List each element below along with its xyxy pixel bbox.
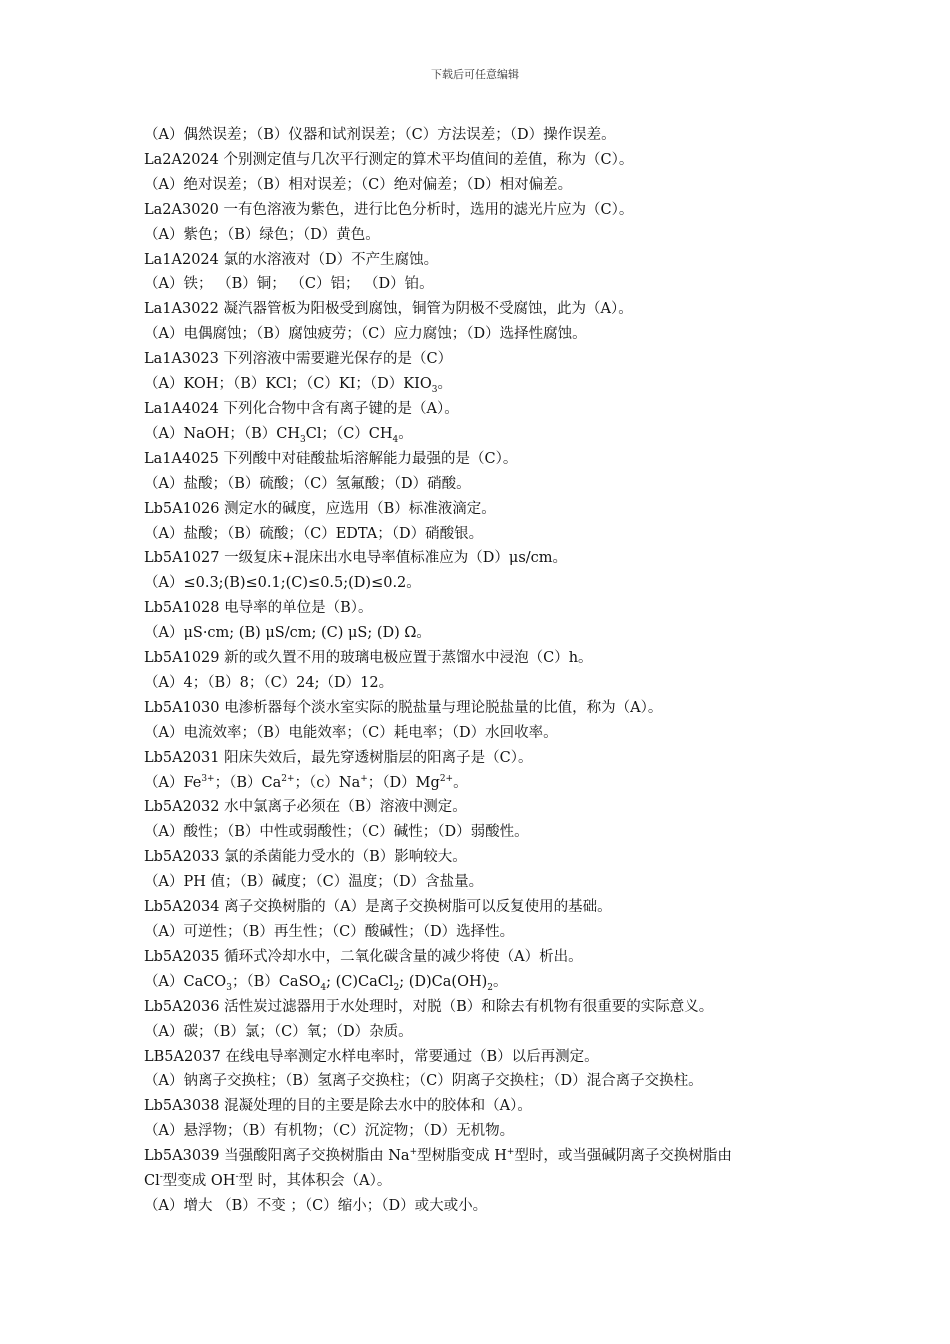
question-line: Lb5A3038 混凝处理的目的主要是除去水中的胶体和（A）。 — [144, 1098, 532, 1115]
superscript: + — [360, 773, 368, 784]
subscript: 3 — [226, 982, 232, 993]
superscript: 2+ — [439, 773, 454, 784]
options-line: （A）铁； （B）铜； （C）铝； （D）铂。 — [144, 276, 434, 293]
question-line: La2A3020 一有色溶液为紫色，进行比色分析时，选用的滤光片应为（C）。 — [144, 201, 634, 218]
superscript: + — [409, 1147, 418, 1158]
options-line: （A）绝对误差；（B）相对误差；（C）绝对偏差；（D）相对偏差。 — [144, 176, 573, 193]
text-segment: （A）Fe — [144, 774, 202, 791]
options-line: （A）电偶腐蚀；（B）腐蚀疲劳；（C）应力腐蚀；（D）选择性腐蚀。 — [144, 326, 587, 343]
options-line: （A）悬浮物；（B）有机物；（C）沉淀物；（D）无机物。 — [144, 1123, 515, 1140]
question-line: Lb5A2033 氯的杀菌能力受水的（B）影响较大。 — [144, 849, 467, 866]
subscript: 2 — [487, 982, 494, 993]
question-line: Lb5A1028 电导率的单位是（B）。 — [144, 600, 373, 617]
question-line: Lb5A2035 循环式冷却水中，二氧化碳含量的减少将使（A）析出。 — [144, 948, 583, 965]
text-segment: 。 — [493, 973, 508, 990]
options-line: （A）可逆性；（B）再生性；（C）酸碱性；（D）选择性。 — [144, 924, 515, 940]
question-line — [144, 1144, 824, 1169]
question-line: La1A4024 下列化合物中含有离子键的是（A）。 — [144, 400, 459, 417]
superscript: - — [235, 1172, 239, 1183]
question-line: Lb5A2032 水中氯离子必须在（B）溶液中测定。 — [144, 799, 467, 816]
options-line: （A）PH 值；（B）碱度；（C）温度；（D）含盐量。 — [144, 874, 484, 891]
options-line: （A）钠离子交换柱；（B）氢离子交换柱；（C）阴离子交换柱；（D）混合离子交换柱。 — [144, 1073, 703, 1090]
text-segment: ; (D)Ca(OH) — [399, 973, 488, 990]
text-segment: 型时，或当强碱阴离子交换树脂由 — [514, 1148, 732, 1165]
options-line: （A）盐酸；（B）硫酸；（C）EDTA；（D）硝酸银。 — [144, 525, 484, 542]
question-line: La1A3023 下列溶液中需要避光保存的是（C） — [144, 351, 453, 368]
question-line: La2A2024 个别测定值与几次平行测定的算术平均值间的差值，称为（C）。 — [144, 151, 634, 168]
text-segment: （A）CaCO — [144, 973, 227, 990]
superscript: + — [506, 1147, 515, 1158]
options-line: （A）酸性；（B）中性或弱酸性；（C）碱性；（D）弱酸性。 — [144, 824, 529, 841]
superscript: - — [159, 1172, 163, 1183]
text-segment: ；（B）CaSO — [231, 973, 321, 990]
options-line: （A）碳；（B）氯；（C）氧；（D）杂质。 — [144, 1023, 413, 1040]
options-line — [144, 422, 824, 447]
question-line: La1A3022 凝汽器管板为阳极受到腐蚀，铜管为阴极不受腐蚀，此为（A）。 — [144, 301, 633, 318]
text-segment: Lb5A3039 当强酸阳离子交换树脂由 Na — [144, 1148, 410, 1165]
question-line: LB5A2037 在线电导率测定水样电率时，常要通过（B）以后再测定。 — [144, 1048, 599, 1065]
document-body — [144, 123, 824, 1219]
question-line: Lb5A1030 电渗析器每个淡水室实际的脱盐量与理论脱盐量的比值，称为（A）。 — [144, 699, 663, 716]
text-segment: ; (C)CaCl — [326, 973, 394, 990]
subscript: 2 — [393, 982, 400, 993]
options-line: （A）4；（B）8；（C）24;（D）12。 — [144, 674, 394, 691]
options-line: （A）偶然误差；（B）仪器和试剂误差；（C）方法误差；（D）操作误差。 — [144, 127, 616, 143]
question-line: La1A2024 氯的水溶液对（D）不产生腐蚀。 — [144, 251, 439, 268]
options-line — [144, 771, 824, 796]
options-line — [144, 970, 824, 995]
text-segment: （A）KOH；（B）KCl；（C）KI；（D）KIO — [144, 376, 432, 393]
text-segment: 型树脂变成 H — [417, 1148, 507, 1165]
superscript: 2+ — [281, 773, 295, 784]
page-header: 下载后可任意编辑 — [431, 68, 519, 81]
subscript: 3 — [299, 434, 306, 445]
text-segment: 。 — [453, 774, 468, 791]
text-segment: Cl — [144, 1173, 160, 1190]
subscript: 4 — [392, 434, 399, 445]
options-line: （A）增大 （B）不变 ；（C）缩小；（D）或大或小。 — [144, 1197, 488, 1214]
options-line: （A）μS·cm; (B) μS/cm; (C) μS; (D) Ω。 — [144, 625, 431, 642]
text-segment: ；（c）Na — [294, 774, 361, 791]
subscript: 4 — [320, 982, 327, 993]
options-line: （A）盐酸；（B）硫酸；（C）氢氟酸；（D）硝酸。 — [144, 475, 471, 492]
text-segment: ；（D）Mg — [367, 774, 440, 791]
options-line: （A）≤0.3;(B)≤0.1;(C)≤0.5;(D)≤0.2。 — [144, 575, 421, 592]
question-line: Lb5A1029 新的或久置不用的玻璃电极应置于蒸馏水中浸泡（C）h。 — [144, 650, 593, 667]
options-line: （A）紫色；（B）绿色；（D）黄色。 — [144, 226, 380, 243]
text-segment: （A）NaOH；（B）CH — [144, 425, 300, 442]
question-line: Lb5A2034 离子交换树脂的（A）是离子交换树脂可以反复使用的基础。 — [144, 899, 612, 916]
question-line: Lb5A1026 测定水的碱度，应选用（B）标准液滴定。 — [144, 500, 496, 517]
text-segment: 。 — [398, 425, 413, 442]
text-segment: ；（B）Ca — [214, 774, 282, 791]
options-line — [144, 372, 824, 397]
question-line: Lb5A2031 阳床失效后，最先穿透树脂层的阳离子是（C）。 — [144, 749, 533, 766]
question-line: Lb5A2036 活性炭过滤器用于水处理时，对脱（B）和除去有机物有很重要的实际意义。 — [144, 998, 714, 1015]
text-segment: 型变成 OH — [162, 1173, 236, 1190]
question-line: La1A4025 下列酸中对硅酸盐垢溶解能力最强的是（C）。 — [144, 450, 518, 467]
text-segment: 。 — [437, 376, 452, 393]
text-segment: Cl；（C）CH — [305, 425, 393, 442]
options-line: （A）电流效率；（B）电能效率；（C）耗电率；（D）水回收率。 — [144, 724, 558, 741]
question-line — [144, 1169, 824, 1194]
text-segment: 型 时，其体积会（A）。 — [238, 1173, 392, 1190]
superscript: 3+ — [201, 773, 215, 784]
question-line: Lb5A1027 一级复床+混床出水电导率值标准应为（D）μs/cm。 — [144, 550, 568, 567]
subscript: 3 — [431, 384, 438, 395]
